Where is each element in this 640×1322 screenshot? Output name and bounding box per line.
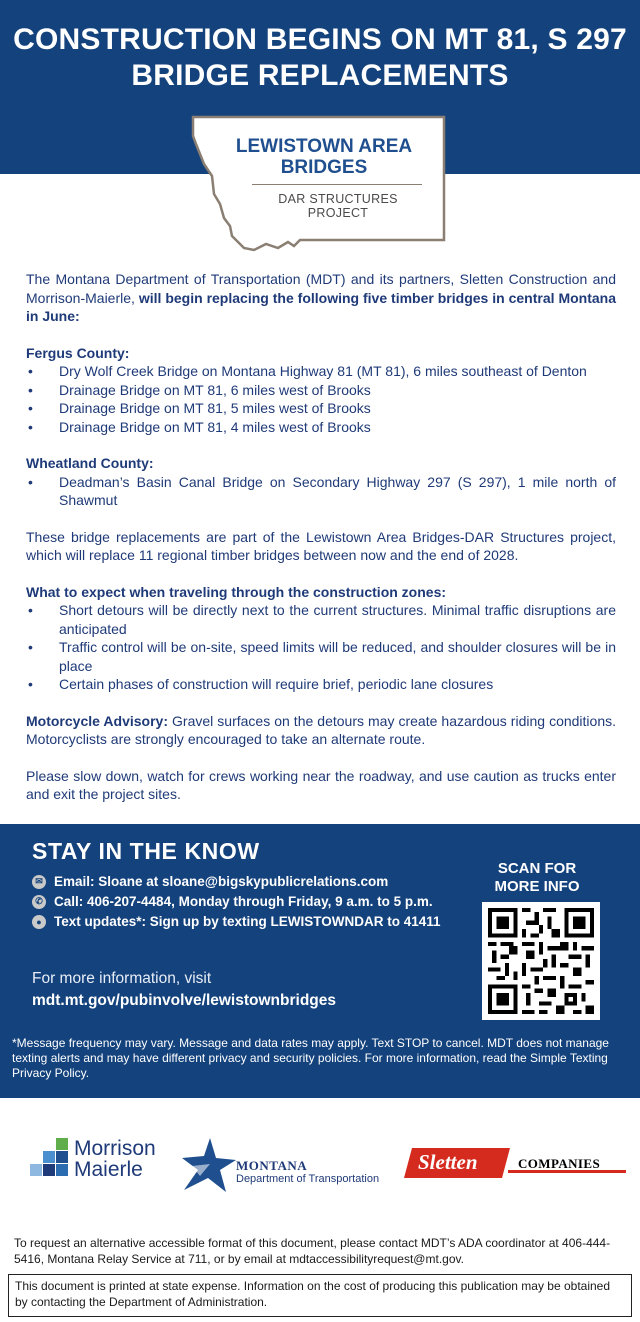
motorcycle-label: Motorcycle Advisory: [26, 712, 168, 729]
list-item-text: Short detours will be directly next to the current structures. Minimal traffic disruptions are anticipated [59, 602, 616, 637]
more-info-link[interactable]: mdt.mt.gov/pubinvolve/lewistownbridges [32, 992, 336, 1009]
morrison-maierle-name [74, 1138, 156, 1180]
project-paragraph: These bridge replacements are part of the Lewistown Area Bridges-DAR Structures project, which will replace 11 regional timber bridges between now and the end of 2028. [26, 528, 616, 563]
slow-down-paragraph: Please slow down, watch for crews working near the roadway, and use caution as trucks enter and exit the project sites. [26, 767, 616, 802]
list-item-text: Certain phases of construction will require brief, periodic lane closures [59, 676, 494, 692]
fergus-heading: Fergus County: [26, 344, 130, 361]
sletten-companies: COMPANIES [518, 1156, 601, 1171]
list-item-text: Drainage Bridge on MT 81, 5 miles west of Brooks [59, 400, 371, 416]
morrison-maierle-logo [30, 1138, 170, 1188]
ada-notice: To request an alternative accessible format of this document, please contact MDT’s ADA coordinator at 406-444-5416, Montana Relay Service at 711, or by email at mdtaccessibilityrequest@mt.gov. [14, 1236, 611, 1266]
list-item: • Drainage Bridge on MT 81, 6 miles west of Brooks [28, 381, 371, 398]
mdt-logo [180, 1136, 390, 1194]
intro-paragraph [26, 270, 616, 326]
list-item: • Drainage Bridge on MT 81, 5 miles west of Brooks [28, 400, 371, 416]
phone-text: Call: 406-207-4484, Monday through Friday, 9 a.m. to 5 p.m. [54, 894, 433, 909]
qr-code-icon [488, 908, 594, 1014]
list-item: • Drainage Bridge on MT 81, 4 miles west of Brooks [28, 418, 371, 435]
email-text: Email: Sloane at sloane@bigskypublicrelations.com [54, 874, 389, 889]
fergus-list [26, 362, 616, 436]
stay-in-the-know-panel [0, 824, 640, 1098]
list-item-text: Dry Wolf Creek Bridge on Montana Highway 81 (MT 81), 6 miles southeast of Denton [59, 363, 587, 379]
logo-title [190, 136, 446, 178]
stay-title: STAY IN THE KNOW [32, 838, 260, 864]
intro-bold-text: will begin replacing the following five timber bridges in central Montana in June: [26, 289, 616, 324]
wheatland-list [26, 473, 616, 510]
email-icon: ✉ [32, 875, 46, 889]
text-updates-text: Text updates*: Sign up by texting LEWISTOWNDAR to 41411 [54, 914, 441, 929]
phone-icon: ✆ [32, 895, 46, 909]
list-item: • Traffic control will be on-site, speed limits will be reduced, and shoulder closures will be in place [28, 639, 616, 674]
mdt-star-icon [180, 1136, 236, 1194]
intro-text: The Montana Department of Transportation (MDT) and its partners, Sletten Construction and Morrison-Maierle, [26, 271, 616, 306]
list-item: • Dry Wolf Creek Bridge on Montana Highway 81 (MT 81), 6 miles southeast of Denton [28, 363, 587, 379]
list-item-text: Deadman’s Basin Canal Bridge on Secondary Highway 297 (S 297), 1 mile north of Shawmut [59, 473, 616, 508]
morrison-name-line-1: Morrison [74, 1137, 156, 1160]
list-item-text: Traffic control will be on-site, speed limits will be reduced, and shoulder closures will be in place [59, 639, 616, 674]
list-item: • Deadman’s Basin Canal Bridge on Secondary Highway 297 (S 297), 1 mile north of Shawmut [28, 473, 616, 508]
title-line-1: CONSTRUCTION BEGINS ON MT 81, S 297 [13, 23, 627, 56]
sletten-name: Sletten [418, 1150, 478, 1174]
fine-print: *Message frequency may vary. Message and data rates may apply. Text STOP to cancel. MDT does not manage texting alerts and may have different privacy and security policies. For more information, read the Simple Texting Privacy Policy. [12, 1036, 609, 1080]
qr-code[interactable] [482, 902, 600, 1020]
logo-title-line-2: BRIDGES [280, 157, 368, 178]
list-item: • Short detours will be directly next to the current structures. Minimal traffic disruptions are anticipated [28, 602, 616, 637]
list-item-text: Drainage Bridge on MT 81, 6 miles west of Brooks [59, 381, 371, 398]
mdt-subtitle: Department of Transportation [236, 1173, 380, 1185]
expect-list [26, 601, 616, 694]
partner-logos [0, 1098, 640, 1230]
logo-divider [252, 184, 422, 185]
motorcycle-text: Gravel surfaces on the detours may create hazardous riding conditions. Motorcyclists are strongly encouraged to take an alternate route. [26, 712, 617, 747]
scan-label [472, 860, 602, 896]
motorcycle-advisory [26, 712, 616, 749]
list-item: • Certain phases of construction will require brief, periodic lane closures [28, 676, 494, 692]
list-item-text: Drainage Bridge on MT 81, 4 miles west of Brooks [59, 418, 371, 435]
email-contact[interactable] [32, 874, 388, 889]
wheatland-heading: Wheatland County: [26, 455, 154, 471]
scan-line-1: SCAN FOR [497, 860, 577, 877]
body-content [26, 270, 616, 804]
morrison-name-line-2: Maierle [74, 1158, 143, 1181]
page-title [0, 22, 640, 94]
phone-contact[interactable] [32, 894, 433, 909]
state-expense-notice: This document is printed at state expense. Information on the cost of producing this publication may be obtained by contacting the Department of Administration. [8, 1274, 632, 1317]
more-info-label: For more information, visit [32, 970, 212, 987]
expect-heading: What to expect when traveling through the construction zones: [26, 583, 447, 600]
logo-title-line-1: LEWISTOWN AREA [235, 136, 413, 157]
sletten-logo [402, 1146, 628, 1182]
mdt-name: MONTANA [236, 1158, 308, 1173]
chat-icon: ● [32, 915, 46, 929]
scan-line-2: MORE INFO [494, 878, 580, 895]
text-updates-contact[interactable] [32, 914, 441, 929]
project-logo [190, 114, 446, 264]
morrison-maierle-mark-icon [30, 1138, 70, 1180]
logo-subtitle: DAR STRUCTURES PROJECT [278, 192, 398, 220]
title-line-2: BRIDGE REPLACEMENTS [131, 59, 509, 92]
